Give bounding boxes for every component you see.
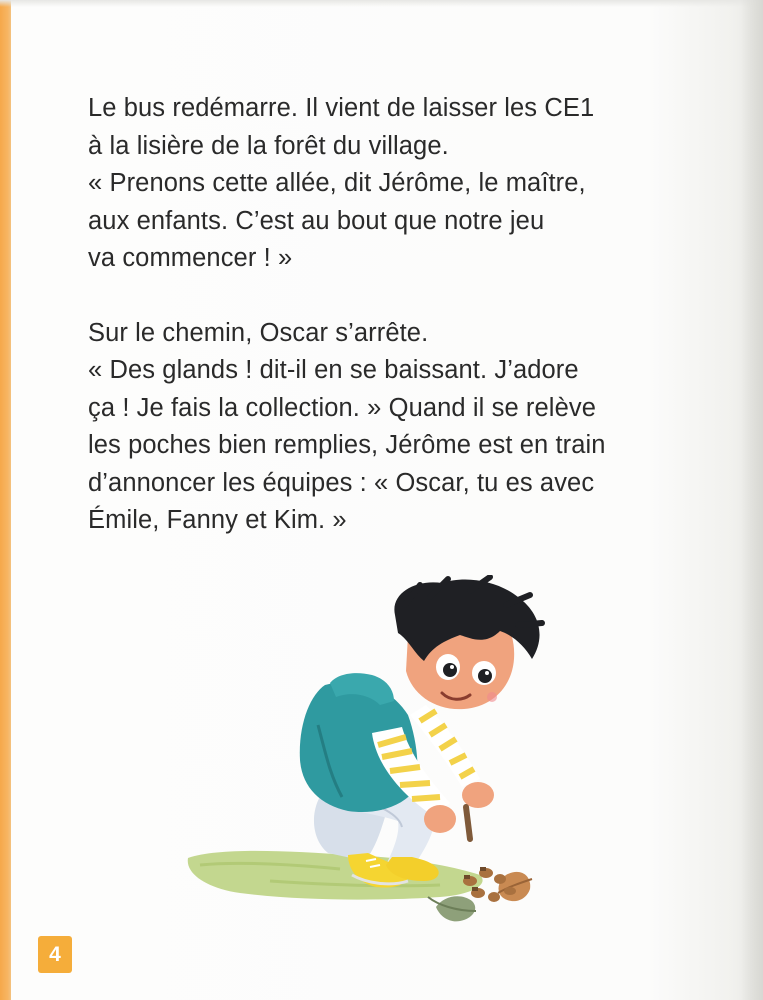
text-line: « Des glands ! dit-il en se baissant. J’adore [88,356,579,384]
text-line: à la lisière de la forêt du village. [88,131,449,160]
text-line: aux enfants. C’est au bout que notre jeu [88,206,545,235]
text-line: Sur le chemin, Oscar s’arrête. [88,318,429,347]
story-text [88,90,728,577]
boy-head [394,577,542,709]
orange-page-edge [0,0,11,1000]
top-shadow [0,0,763,7]
paragraph-2 [88,315,728,540]
text-line: va commencer ! » [88,244,293,272]
text-line: d’annoncer les équipes : « Oscar, tu es avec [88,468,595,497]
text-line: les poches bien remplies, Jérôme est en train [88,431,606,459]
text-line: Le bus redémarre. Il vient de laisser les CE1 [88,94,595,122]
text-line: ça ! Je fais la collection. » Quand il se relève [88,393,596,422]
paragraph-1 [88,90,728,278]
text-line: « Prenons cette allée, dit Jérôme, le maître, [88,169,586,197]
text-line: Émile, Fanny et Kim. » [88,506,347,534]
boy-collecting-acorns-illustration [180,575,550,955]
page-number-badge: 4 [38,936,72,973]
binding-shadow [741,0,763,1000]
grass-patch [188,851,483,900]
